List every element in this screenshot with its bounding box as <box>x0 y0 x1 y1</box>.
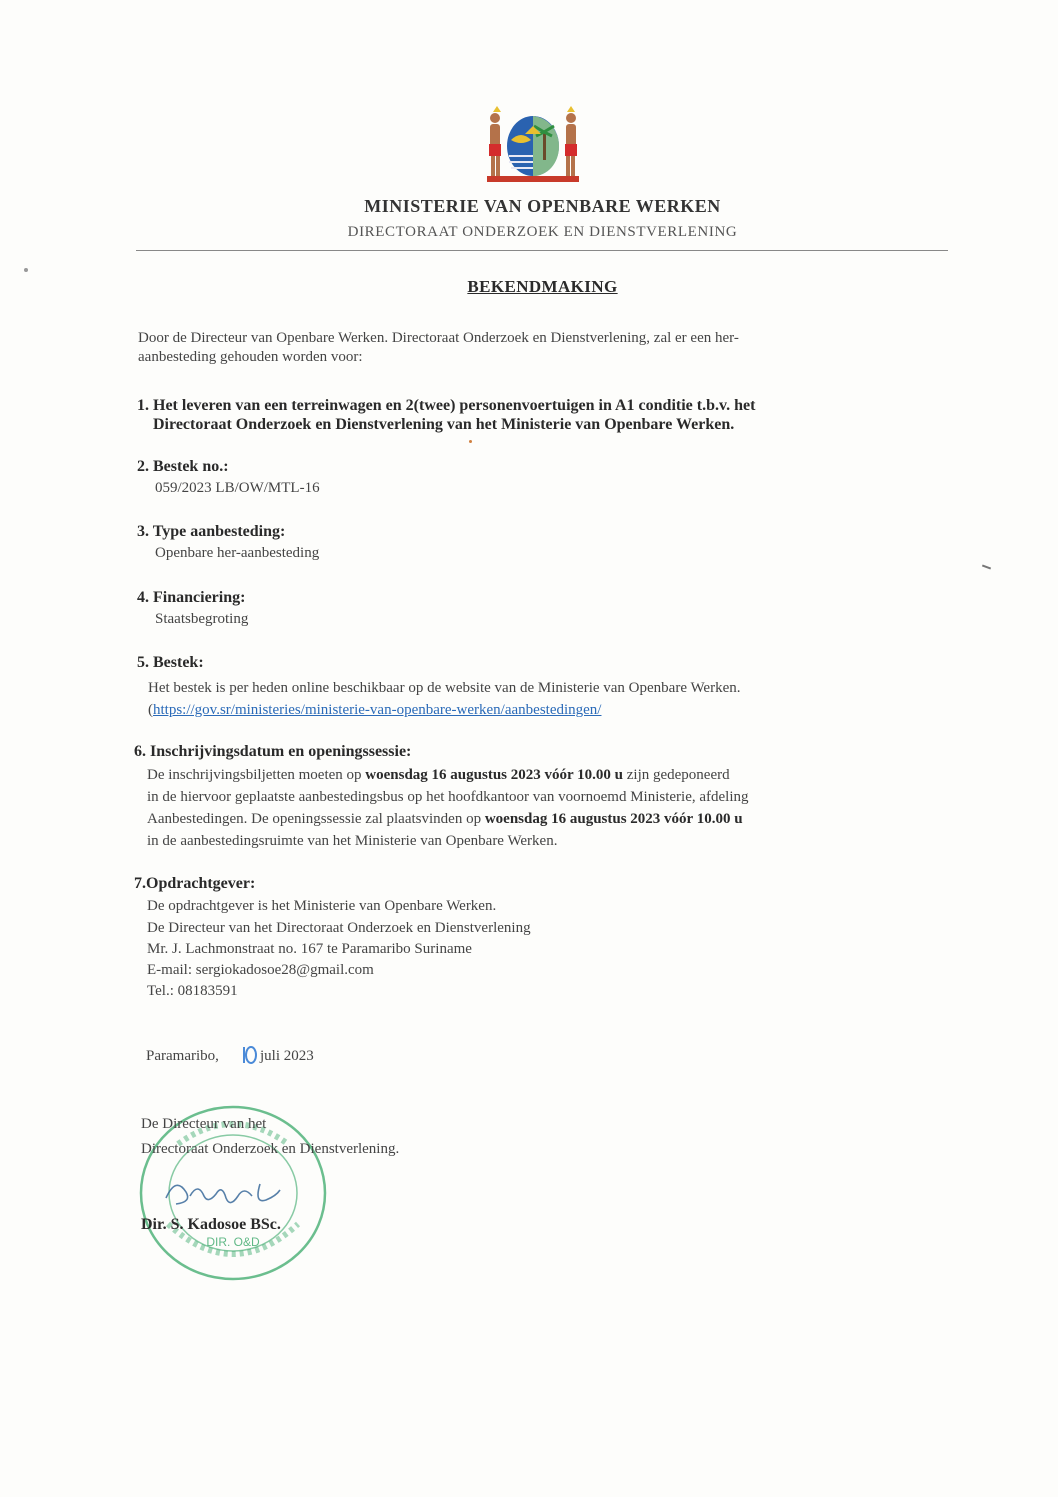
header-divider <box>136 250 948 251</box>
opdrachtgever-heading: 7.Opdrachtgever: <box>134 875 256 892</box>
date-month-year: juli 2023 <box>260 1048 314 1064</box>
opdrachtgever-email: E-mail: sergiokadosoe28@gmail.com <box>147 962 374 978</box>
item-1-line-1: 1. Het leveren van een terreinwagen en 2(twee) personenvoertuigen in A1 conditie t.b.v. het <box>137 397 756 414</box>
inschrijving-heading: 6. Inschrijvingsdatum en openingssessie: <box>134 743 412 760</box>
suriname-coat-of-arms-icon <box>481 104 585 184</box>
signoff-line-2: Directoraat Onderzoek en Dienstverlening. <box>141 1141 400 1157</box>
intro-line-2: aanbesteding gehouden worden voor: <box>138 349 363 365</box>
inschrijving-line-3 <box>147 809 743 830</box>
openingssessie-date: woensdag 16 augustus 2023 vóór 10.00 u <box>484 811 743 827</box>
inschrijving-line-2: in de hiervoor geplaatste aanbestedingsbus op het hoofdkantoor van voornoemd Ministerie, afdeling <box>147 789 749 805</box>
director-name: Dir. S. Kadosoe BSc. <box>141 1216 281 1233</box>
bestek-heading: 5. Bestek: <box>137 654 204 671</box>
scan-speck-red <box>469 440 472 443</box>
intro-line-1: Door de Directeur van Openbare Werken. Directoraat Onderzoek en Dienstverlening, zal er een her- <box>138 330 739 346</box>
inschrijving-line-4: in de aanbestedingsruimte van het Ministerie van Openbare Werken. <box>147 833 558 849</box>
scan-mark <box>982 565 991 570</box>
directorate-name: DIRECTORAAT ONDERZOEK EN DIENSTVERLENING <box>347 224 738 240</box>
svg-text:DIR. O&D: DIR. O&D <box>206 1235 260 1249</box>
scan-speck <box>24 268 28 272</box>
date-place: Paramaribo, <box>146 1048 219 1064</box>
type-heading: 3. Type aanbesteding: <box>137 523 286 540</box>
opdrachtgever-address: Mr. J. Lachmonstraat no. 167 te Paramaribo Suriname <box>147 941 472 957</box>
bestek-url-line <box>148 700 601 721</box>
financiering-value: Staatsbegroting <box>155 611 249 627</box>
opdrachtgever-line-1: De opdrachtgever is het Ministerie van Openbare Werken. <box>147 898 497 914</box>
inschrijving-line-1 <box>147 765 730 786</box>
type-value: Openbare her-aanbesteding <box>155 545 320 561</box>
opdrachtgever-line-2: De Directeur van het Directoraat Onderzoek en Dienstverlening <box>147 920 531 936</box>
inschrijving-deadline: woensdag 16 augustus 2023 vóór 10.00 u <box>365 767 623 783</box>
bestek-url-link[interactable]: https://gov.sr/ministeries/ministerie-van-openbare-werken/aanbestedingen/ <box>153 702 602 718</box>
inschrijving-line-3-a: Aanbestedingen. De openingssessie zal plaatsvinden op <box>147 811 485 827</box>
inschrijving-line-1-c: zijn gedeponeerd <box>623 767 730 783</box>
signoff-line-1: De Directeur van het <box>141 1116 267 1132</box>
bestek-text: Het bestek is per heden online beschikbaar op de website van de Ministerie van Openbare Werken. <box>148 680 741 696</box>
item-1-line-2: Directoraat Onderzoek en Dienstverlening van het Ministerie van Openbare Werken. <box>153 416 735 433</box>
bestek-no-value: 059/2023 LB/OW/MTL-16 <box>155 480 320 496</box>
opdrachtgever-tel: Tel.: 08183591 <box>147 983 238 999</box>
bestek-no-heading: 2. Bestek no.: <box>137 458 229 475</box>
bestek-url-paren: ( <box>148 702 153 718</box>
ministry-name: MINISTERIE VAN OPENBARE WERKEN <box>364 196 721 216</box>
inschrijving-line-1-a: De inschrijvingsbiljetten moeten op <box>147 767 366 783</box>
financiering-heading: 4. Financiering: <box>137 589 246 606</box>
page-title: BEKENDMAKING <box>467 277 618 296</box>
handwritten-day-mark-icon <box>241 1043 257 1065</box>
handwritten-signature <box>160 1170 290 1214</box>
